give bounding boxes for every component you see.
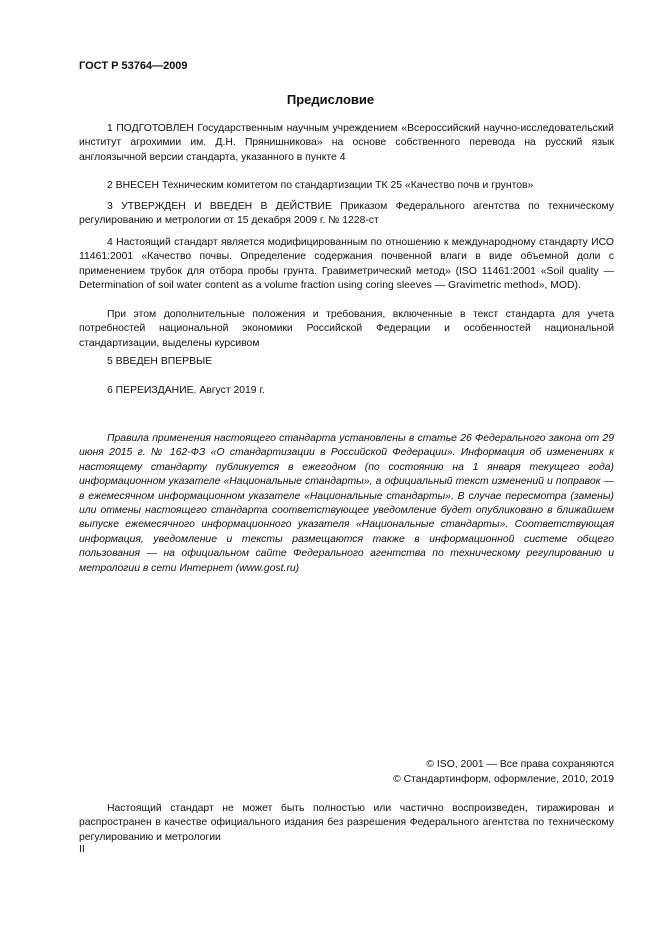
document-code: ГОСТ Р 53764—2009 bbox=[79, 60, 188, 72]
paragraph-3: 3 УТВЕРЖДЕН И ВВЕДЕН В ДЕЙСТВИЕ Приказом Федерального агентства по техническому регулированию и метрологии от 15 декабря 2009 г. № 1228-ст bbox=[79, 201, 614, 227]
paragraph-2: 2 ВНЕСЕН Техническим комитетом по стандартизации ТК 25 «Качество почв и грунтов» bbox=[107, 180, 534, 191]
paragraph-6: 6 ПЕРЕИЗДАНИЕ. Август 2019 г. bbox=[107, 385, 265, 396]
paragraph-4: 4 Настоящий стандарт является модифицированным по отношению к международному стандарту ИСО 11461:2001 «Качество почвы. Определение содержания почвенной влаги в виде объемной доли с применением трубок для отбора пробы грунта. Гравиметрический метод» (ISO 11461:2001 «Soil quality — Determination of soil water content as a volume fraction using coring sleeves — Gravimetric method», MOD). bbox=[79, 237, 614, 292]
copyright-standartinform: © Стандартинформ, оформление, 2010, 2019 bbox=[393, 774, 614, 785]
paragraph-5: 5 ВВЕДЕН ВПЕРВЫЕ bbox=[107, 356, 213, 367]
copyright-iso: © ISO, 2001 — Все права сохраняются bbox=[426, 759, 614, 770]
page-number: II bbox=[79, 844, 85, 855]
standard-application-notice: Правила применения настоящего стандарта установлены в статье 26 Федерального закона от 29 июня 2015 г. № 162-ФЗ «О стандартизации в Российской Федерации». Информация об изменениях к настоящему стандарту публикуется в ежегодном (по состоянию на 1 января текущего года) информационном указателе «Национальные стандарты», а официальный текст изменений и поправок — в ежемесячном информационном указателе «Национальные стандарты». В случае пересмотра (замены) или отмены настоящего стандарта соответствующее уведомление будет опубликовано в ближайшем выпуске ежемесячного информационного указателя «Национальные стандарты». Соответствующая информация, уведомление и тексты размещаются также в информационной системе общего пользования — на официальном сайте Федерального агентства по техническому регулированию и метрологии в сети Интернет (www.gost.ru) bbox=[79, 433, 614, 574]
page-title: Предисловие bbox=[286, 92, 375, 107]
paragraph-1: 1 ПОДГОТОВЛЕН Государственным научным учреждением «Всероссийский научно-исследовательский институт агрохимии им. Д.Н. Прянишникова» на основе собственного перевода на русский язык англоязычной версии стандарта, указанного в пункте 4 bbox=[79, 123, 614, 163]
paragraph-4-addendum: При этом дополнительные положения и требования, включенные в текст стандарта для учета потребностей национальной экономики Российской Федерации и особенностей национальной стандартизации, выделены курсивом bbox=[79, 309, 614, 349]
reproduction-notice: Настоящий стандарт не может быть полностью или частично воспроизведен, тиражирован и распространен в качестве официального издания без разрешения Федерального агентства по техническому регулированию и метрологии bbox=[79, 803, 614, 843]
